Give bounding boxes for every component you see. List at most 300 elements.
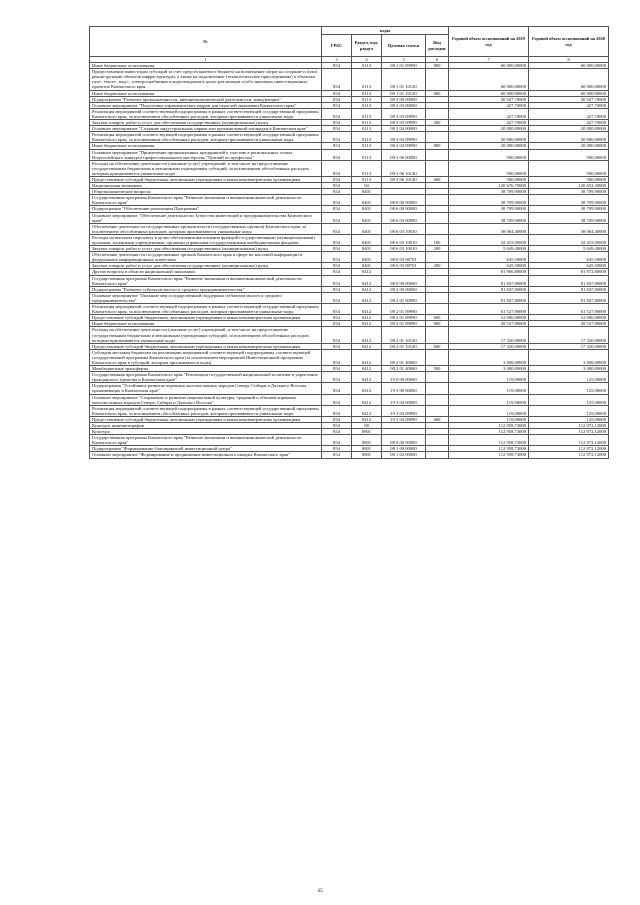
amount-2019-cell: 12 000,00000: [449, 315, 529, 321]
section-cell: 0113: [352, 102, 382, 108]
grbs-cell: 854: [322, 246, 352, 252]
amount-2020-cell: 3 000,00000: [529, 366, 609, 372]
amount-2019-cell: 112 958,73000: [449, 446, 529, 452]
amount-2020-cell: 125,00000: [529, 394, 609, 405]
col-grbs-header: ГРБС: [322, 35, 352, 57]
amount-2019-cell: 60 000,00000: [449, 90, 529, 96]
amount-2019-cell: 500,00000: [449, 160, 529, 176]
exptype-cell: 800: [426, 321, 449, 327]
grbs-cell: 854: [322, 435, 352, 446]
section-cell: 0412: [352, 292, 382, 303]
target-cell: 08 6 03 10010: [382, 223, 426, 234]
row-name-cell: Основное мероприятие "Обеспечение деятельности Агентства инвестиций и предпринимательства Камчатского края": [90, 212, 322, 223]
target-cell: 08 6 03 10010: [382, 234, 426, 245]
amount-2020-cell: 120 652,30000: [529, 183, 609, 189]
col-exptype-header: Вид расходов: [426, 35, 449, 57]
row-name-cell: Государственная программа Камчатского края "Развитие экономики и внешнеэкономической деятельности Камчатского края": [90, 275, 322, 286]
grbs-cell: 854: [322, 343, 352, 349]
grbs-cell: 854: [322, 212, 352, 223]
grbs-cell: 854: [322, 183, 352, 189]
amount-2020-cell: 125,00000: [529, 416, 609, 422]
exptype-cell: [426, 195, 449, 206]
amount-2019-cell: 38 709,90000: [449, 206, 529, 212]
target-cell: 08 3 04 09990: [382, 143, 426, 149]
grbs-cell: 854: [322, 149, 352, 160]
row-name-cell: Основное мероприятие "Формирование и продвижение инвестиционного имиджа Камчатского края": [90, 452, 322, 458]
amount-2020-cell: 17 320,00000: [529, 343, 609, 349]
table-row: [90, 275, 609, 286]
table-row: [90, 195, 609, 206]
target-cell: 08 6 03 00000: [382, 212, 426, 223]
table-row: [90, 327, 609, 343]
target-cell: 08 3 06 10140: [382, 160, 426, 176]
target-cell: 08 2 01 09990: [382, 304, 426, 315]
section-cell: 0412: [352, 315, 382, 321]
section-cell: 0412: [352, 349, 382, 365]
grbs-cell: 854: [322, 96, 352, 102]
amount-2020-cell: 60 000,00000: [529, 63, 609, 69]
grbs-cell: 854: [322, 120, 352, 126]
section-cell: 0113: [352, 149, 382, 160]
table-row: [90, 234, 609, 245]
grbs-cell: 854: [322, 252, 352, 263]
section-cell: 0412: [352, 304, 382, 315]
exptype-cell: [426, 435, 449, 446]
section-cell: 0113: [352, 132, 382, 143]
target-cell: 08 6 03 98701: [382, 263, 426, 269]
target-cell: 19 3 04 00000: [382, 394, 426, 405]
amount-2020-cell: 38 709,90000: [529, 189, 609, 195]
target-cell: 08 6 03 98701: [382, 252, 426, 263]
amount-2019-cell: 32 415,00000: [449, 234, 529, 245]
exptype-cell: [426, 292, 449, 303]
section-cell: 0412: [352, 405, 382, 416]
section-cell: 0801: [352, 446, 382, 452]
section-cell: 08: [352, 423, 382, 429]
amount-2020-cell: 38 709,90000: [529, 195, 609, 206]
section-cell: 0401: [352, 263, 382, 269]
amount-2020-cell: 61 527,80000: [529, 304, 609, 315]
target-cell: 08 3 06 00000: [382, 149, 426, 160]
table-row: [90, 394, 609, 405]
section-cell: 0401: [352, 212, 382, 223]
row-name-cell: Подпрограмма "Обеспечение реализации Программы": [90, 206, 322, 212]
amount-2019-cell: 81 847,80000: [449, 275, 529, 286]
amount-2020-cell: 38 064,40000: [529, 223, 609, 234]
section-cell: 0412: [352, 321, 382, 327]
section-cell: 0412: [352, 275, 382, 286]
grbs-cell: 854: [322, 69, 352, 90]
grbs-cell: 854: [322, 189, 352, 195]
row-name-cell: Подпрограмма "Развитие субъектов малого и среднего предпринимательства": [90, 286, 322, 292]
target-cell: 08 0 00 00000: [382, 275, 426, 286]
amount-2019-cell: 119,00000: [449, 394, 529, 405]
amount-2020-cell: 38 709,90000: [529, 206, 609, 212]
col-number: 6: [426, 57, 449, 63]
exptype-cell: [426, 394, 449, 405]
row-name-cell: Расходы на обеспечение деятельности (оказание услуг) учреждений, в том числе на предоставление государственным бюджетным и автономным учреждениям субсидий, за исключением обособленных расходов, которым присваиваются уникальные коды: [90, 327, 322, 343]
target-cell: 08 0 00 00000: [382, 195, 426, 206]
grbs-cell: 854: [322, 327, 352, 343]
grbs-cell: 854: [322, 108, 352, 119]
amount-2020-cell: 112 972,12000: [529, 423, 609, 429]
row-name-cell: Расходы на выплаты персоналу в целях обеспечения выполнения функций государственными (муниципальными) органами, казенными учреждениями, органами управления государственными внебюджетными фондами: [90, 234, 322, 245]
exptype-cell: 600: [426, 315, 449, 321]
amount-2020-cell: 60 000,00000: [529, 90, 609, 96]
grbs-cell: 854: [322, 416, 352, 422]
exptype-cell: 800: [426, 143, 449, 149]
section-cell: 0401: [352, 234, 382, 245]
target-cell: 08 6 00 00000: [382, 206, 426, 212]
grbs-cell: 854: [322, 90, 352, 96]
section-cell: 0412: [352, 372, 382, 383]
table-row: [90, 69, 609, 90]
row-name-cell: Культура, кинематография: [90, 423, 322, 429]
exptype-cell: [426, 304, 449, 315]
exptype-cell: 500: [426, 366, 449, 372]
amount-2020-cell: 427,70000: [529, 102, 609, 108]
exptype-cell: [426, 327, 449, 343]
row-name-cell: Государственная программа Камчатского края "Реализация государственной национальной политики и укрепление гражданского единства в Камчатском крае": [90, 372, 322, 383]
amount-2020-cell: 81 972,80000: [529, 269, 609, 275]
budget-table: [89, 26, 609, 459]
row-name-cell: Реализация мероприятий соответствующей подпрограммы в рамках соответствующей государственной программы Камчатского края, за исключением обособленных расходов, которым присваиваются уникальные коды: [90, 108, 322, 119]
exptype-cell: [426, 132, 449, 143]
exptype-cell: 800: [426, 90, 449, 96]
grbs-cell: 854: [322, 394, 352, 405]
exptype-cell: [426, 160, 449, 176]
section-cell: 0401: [352, 189, 382, 195]
amount-2019-cell: 112 958,73000: [449, 429, 529, 435]
amount-2019-cell: 119,00000: [449, 372, 529, 383]
grbs-cell: 854: [322, 234, 352, 245]
target-cell: 08 2 00 00000: [382, 286, 426, 292]
amount-2019-cell: 119,00000: [449, 405, 529, 416]
amount-2019-cell: 427,70000: [449, 120, 529, 126]
amount-2019-cell: 38 064,40000: [449, 223, 529, 234]
section-cell: 0412: [352, 286, 382, 292]
target-cell: 08 3 03 09990: [382, 108, 426, 119]
row-name-cell: Государственная программа Камчатского края "Развитие экономики и внешнеэкономической деятельности Камчатского края": [90, 195, 322, 206]
amount-2020-cell: 125,00000: [529, 405, 609, 416]
target-cell: 08 3 04 00000: [382, 126, 426, 132]
section-cell: 0113: [352, 108, 382, 119]
target-cell: 08 2 01 10140: [382, 327, 426, 343]
amount-2019-cell: 645,50000: [449, 263, 529, 269]
amount-2020-cell: 427,70000: [529, 120, 609, 126]
amount-2020-cell: 112 972,12000: [529, 435, 609, 446]
target-cell: 08 3 04 09990: [382, 132, 426, 143]
table-row: [90, 212, 609, 223]
row-name-cell: Другие вопросы в области национальной экономики: [90, 269, 322, 275]
exptype-cell: 200: [426, 263, 449, 269]
grbs-cell: 854: [322, 195, 352, 206]
grbs-cell: 854: [322, 372, 352, 383]
grbs-cell: 854: [322, 102, 352, 108]
amount-2020-cell: 81 847,80000: [529, 292, 609, 303]
exptype-cell: [426, 372, 449, 383]
row-name-cell: Предоставление субсидий бюджетным, автономным учреждениям и иным некоммерческим организациям: [90, 416, 322, 422]
target-cell: 19 3 04 09990: [382, 416, 426, 422]
col-2019-header: Годовой объем ассигнований на 2019 год: [449, 27, 529, 57]
table-row: [90, 383, 609, 394]
table-row: [90, 223, 609, 234]
row-name-cell: Предоставление инвесторам субсидий за счет средств краевого бюджета на возмещение затрат на создание и (или) реконструкцию объектов инфраструктуры, а также на подключение (технологическое присоединение) к объектам газо-, тепло-, водо-, электроснабжения и водоотведения в целях реализации особо значимых инвестиционных проектов Камчатского края: [90, 69, 322, 90]
row-name-cell: Межбюджетные трансферты: [90, 366, 322, 372]
col-target-header: Целевая статья: [382, 35, 426, 57]
section-cell: 0412: [352, 394, 382, 405]
exptype-cell: 200: [426, 120, 449, 126]
exptype-cell: [426, 452, 449, 458]
row-name-cell: Национальная экономика: [90, 183, 322, 189]
amount-2019-cell: 81 847,80000: [449, 286, 529, 292]
amount-2020-cell: 17 320,00000: [529, 327, 609, 343]
table-body: [90, 63, 609, 458]
section-cell: 0412: [352, 366, 382, 372]
section-cell: 0401: [352, 195, 382, 206]
amount-2019-cell: 20 000,00000: [449, 132, 529, 143]
section-cell: 0113: [352, 90, 382, 96]
section-cell: 0113: [352, 143, 382, 149]
row-name-cell: Иные бюджетные ассигнования: [90, 90, 322, 96]
exptype-cell: [426, 223, 449, 234]
exptype-cell: [426, 349, 449, 365]
amount-2019-cell: 112 958,73000: [449, 452, 529, 458]
exptype-cell: 600: [426, 416, 449, 422]
exptype-cell: [426, 252, 449, 263]
target-cell: 08 3 00 00000: [382, 96, 426, 102]
row-name-cell: Культура: [90, 429, 322, 435]
col-number: 3: [322, 57, 352, 63]
target-cell: 08 1 01 10120: [382, 69, 426, 90]
amount-2019-cell: 3 000,00000: [449, 366, 529, 372]
grbs-cell: 854: [322, 176, 352, 182]
section-cell: 0401: [352, 206, 382, 212]
amount-2019-cell: 112 958,73000: [449, 423, 529, 429]
exptype-cell: [426, 149, 449, 160]
col-name-header: №: [90, 27, 322, 57]
grbs-cell: 854: [322, 132, 352, 143]
col-number: 4: [352, 57, 382, 63]
section-cell: 0113: [352, 126, 382, 132]
row-name-cell: Государственная программа Камчатского края "Развитие экономики и внешнеэкономической деятельности Камчатского края": [90, 435, 322, 446]
target-cell: 19 0 00 00000: [382, 372, 426, 383]
grbs-cell: 854: [322, 126, 352, 132]
table-row: [90, 435, 609, 446]
amount-2019-cell: 427,70000: [449, 108, 529, 119]
target-cell: 08 2 01 40060: [382, 366, 426, 372]
row-name-cell: Предоставление субсидий бюджетным, автономным учреждениям и иным некоммерческим организациям: [90, 315, 322, 321]
grbs-cell: 854: [322, 366, 352, 372]
row-name-cell: Реализация мероприятий соответствующей подпрограммы в рамках соответствующей государственной программы Камчатского края, за исключением обособленных расходов, которым присваиваются уникальные коды: [90, 132, 322, 143]
amount-2020-cell: 3 000,00000: [529, 349, 609, 365]
amount-2020-cell: 500,00000: [529, 149, 609, 160]
row-name-cell: Основное мероприятие "Оказание мер государственной поддержки субъектам малого и среднего предпринимательства": [90, 292, 322, 303]
row-name-cell: Закупка товаров, работ и услуг для обеспечения государственных (муниципальных) нужд: [90, 263, 322, 269]
amount-2019-cell: 49 527,80000: [449, 321, 529, 327]
table-row: [90, 108, 609, 119]
section-cell: 0113: [352, 69, 382, 90]
target-cell: 19 3 00 00000: [382, 383, 426, 394]
table-row: [90, 149, 609, 160]
col-number: 1: [90, 57, 322, 63]
col-number: 8: [529, 57, 609, 63]
target-cell: 08 3 06 10140: [382, 176, 426, 182]
target-cell: 08 0 00 00000: [382, 435, 426, 446]
amount-2019-cell: 20 000,00000: [449, 126, 529, 132]
grbs-cell: 854: [322, 275, 352, 286]
exptype-cell: [426, 108, 449, 119]
amount-2019-cell: 60 000,00000: [449, 69, 529, 90]
amount-2019-cell: 61 527,80000: [449, 304, 529, 315]
table-row: [90, 252, 609, 263]
amount-2020-cell: 125,00000: [529, 372, 609, 383]
exptype-cell: [426, 275, 449, 286]
exptype-cell: 200: [426, 246, 449, 252]
row-name-cell: Обеспечение деятельности государственных органов Камчатского края в сфере их массовой информации в федеральных информационных агентствах: [90, 252, 322, 263]
row-name-cell: Закупка товаров, работ и услуг для обеспечения государственных (муниципальных) нужд: [90, 246, 322, 252]
section-cell: 0113: [352, 63, 382, 69]
grbs-cell: 854: [322, 223, 352, 234]
grbs-cell: 854: [322, 315, 352, 321]
table-row: [90, 372, 609, 383]
amount-2019-cell: 5 649,40000: [449, 246, 529, 252]
row-name-cell: Основное мероприятие "Привлечение промышленных предприятий к участию в региональных этапах Всероссийского конкурса профессионального мастерства "Лучший по профессии": [90, 149, 322, 160]
target-cell: 19 3 04 09990: [382, 405, 426, 416]
grbs-cell: 854: [322, 263, 352, 269]
amount-2020-cell: 112 972,12000: [529, 446, 609, 452]
grbs-cell: 854: [322, 429, 352, 435]
section-cell: 0801: [352, 435, 382, 446]
table-row: [90, 304, 609, 315]
amount-2019-cell: 38 709,90000: [449, 212, 529, 223]
target-cell: 08 2 01 09990: [382, 315, 426, 321]
row-name-cell: Реализация мероприятий соответствующей подпрограммы в рамках соответствующей государственной программы Камчатского края, за исключением обособленных расходов, которым присваиваются уникальные коды: [90, 405, 322, 416]
row-name-cell: Общеэкономические вопросы: [90, 189, 322, 195]
target-cell: 08 2 01 40060: [382, 349, 426, 365]
row-name-cell: Основное мероприятие "Сохранение и развитие национальной культуры, традиций и обычаев коренных малочисленных народов Севера, Сибири и Дальнего Востока": [90, 394, 322, 405]
exptype-cell: [426, 212, 449, 223]
section-cell: 0801: [352, 452, 382, 458]
grbs-cell: 854: [322, 446, 352, 452]
target-cell: 08 2 01 10140: [382, 343, 426, 349]
section-cell: 0401: [352, 252, 382, 263]
grbs-cell: 854: [322, 292, 352, 303]
exptype-cell: 100: [426, 234, 449, 245]
amount-2019-cell: 20 927,70000: [449, 96, 529, 102]
row-name-cell: Субсидии местным бюджетам на реализацию мероприятий соответствующей подпрограммы соответствующей государственной программы Камчатского края (за исключением мероприятий Инвестиционной программы Камчатского края в субсидий, которым присваиваются коды): [90, 349, 322, 365]
target-cell: 08 1 00 00000: [382, 446, 426, 452]
amount-2019-cell: 119,00000: [449, 416, 529, 422]
amount-2020-cell: 81 847,80000: [529, 275, 609, 286]
amount-2019-cell: 120 676,70000: [449, 183, 529, 189]
amount-2020-cell: 500,00000: [529, 160, 609, 176]
amount-2019-cell: 645,50000: [449, 252, 529, 263]
amount-2020-cell: 500,00000: [529, 176, 609, 182]
table-row: [90, 349, 609, 365]
table-row: [90, 160, 609, 176]
grbs-cell: 854: [322, 452, 352, 458]
codes-group-header: коды: [322, 27, 449, 35]
col-2020-header: Годовой объем ассигнований на 2020 год: [529, 27, 609, 57]
amount-2019-cell: 500,00000: [449, 176, 529, 182]
target-cell: 08 2 01 09990: [382, 321, 426, 327]
col-section-header: Раздел, под-раздел: [352, 35, 382, 57]
amount-2019-cell: 112 958,73000: [449, 435, 529, 446]
target-cell: 08 1 01 10120: [382, 90, 426, 96]
section-cell: 0801: [352, 429, 382, 435]
grbs-cell: 854: [322, 63, 352, 69]
table-row: [90, 405, 609, 416]
row-name-cell: Основное мероприятие "Создание индустриальных парков или промышленной площадки в Камчатском крае": [90, 126, 322, 132]
section-cell: 0113: [352, 160, 382, 176]
row-name-cell: Расходы на обеспечение деятельности (оказание услуг) учреждений, в том числе на предоставление государственным бюджетным и автономным учреждениям субсидий, за исключением обособленных расходов, которым присваиваются уникальные коды: [90, 160, 322, 176]
table-row: [90, 292, 609, 303]
grbs-cell: 854: [322, 383, 352, 394]
exptype-cell: 800: [426, 63, 449, 69]
section-cell: 0412: [352, 269, 382, 275]
amount-2020-cell: 20 927,70000: [529, 96, 609, 102]
page-number: 45: [317, 888, 323, 894]
row-name-cell: Предоставление субсидий бюджетным, автономным учреждениям и иным некоммерческим организациям: [90, 343, 322, 349]
amount-2019-cell: 81 847,80000: [449, 292, 529, 303]
amount-2020-cell: 81 847,80000: [529, 286, 609, 292]
amount-2020-cell: 20 000,00000: [529, 132, 609, 143]
amount-2019-cell: 81 966,80000: [449, 269, 529, 275]
grbs-cell: 854: [322, 321, 352, 327]
amount-2020-cell: 427,70000: [529, 108, 609, 119]
row-name-cell: Реализация мероприятий соответствующей подпрограммы в рамках соответствующей государственной программы Камчатского края, за исключением обособленных расходов, которым присваиваются уникальные коды: [90, 304, 322, 315]
section-cell: 0113: [352, 120, 382, 126]
amount-2019-cell: 119,00000: [449, 383, 529, 394]
amount-2020-cell: 12 000,00000: [529, 315, 609, 321]
section-cell: 0401: [352, 223, 382, 234]
amount-2020-cell: 60 000,00000: [529, 69, 609, 90]
grbs-cell: 854: [322, 269, 352, 275]
amount-2020-cell: 5 649,40000: [529, 246, 609, 252]
target-cell: 08 3 03 00000: [382, 102, 426, 108]
amount-2020-cell: 20 000,00000: [529, 143, 609, 149]
amount-2020-cell: 645,50000: [529, 263, 609, 269]
amount-2020-cell: 32 415,00000: [529, 234, 609, 245]
exptype-cell: [426, 69, 449, 90]
exptype-cell: [426, 383, 449, 394]
table-header: [90, 27, 609, 63]
amount-2020-cell: 112 972,12000: [529, 452, 609, 458]
row-name-cell: Иные бюджетные ассигнования: [90, 321, 322, 327]
row-name-cell: Подпрограмма "Развитие промышленности, внешнеэкономической деятельности, конкуренции": [90, 96, 322, 102]
section-cell: 0412: [352, 416, 382, 422]
amount-2020-cell: 112 972,12000: [529, 429, 609, 435]
target-cell: 08 2 01 00000: [382, 292, 426, 303]
row-name-cell: Предоставление субсидий бюджетным, автономным учреждениям и иным некоммерческим организациям: [90, 176, 322, 182]
target-cell: 08 3 03 09990: [382, 120, 426, 126]
row-name-cell: Подпрограмма "Формирование благоприятной инвестиционной среды": [90, 446, 322, 452]
amount-2019-cell: 3 000,00000: [449, 349, 529, 365]
target-cell: 08 1 01 09990: [382, 63, 426, 69]
grbs-cell: 854: [322, 160, 352, 176]
row-name-cell: Основное мероприятие "Подготовка управленческих кадров для отраслей экономики Камчатского края": [90, 102, 322, 108]
exptype-cell: 600: [426, 343, 449, 349]
amount-2019-cell: 500,00000: [449, 149, 529, 160]
amount-2019-cell: 38 709,90000: [449, 189, 529, 195]
amount-2019-cell: 60 000,00000: [449, 63, 529, 69]
table-row: [90, 132, 609, 143]
grbs-cell: 854: [322, 286, 352, 292]
table-row: [90, 452, 609, 458]
section-cell: 04: [352, 183, 382, 189]
section-cell: 0113: [352, 176, 382, 182]
